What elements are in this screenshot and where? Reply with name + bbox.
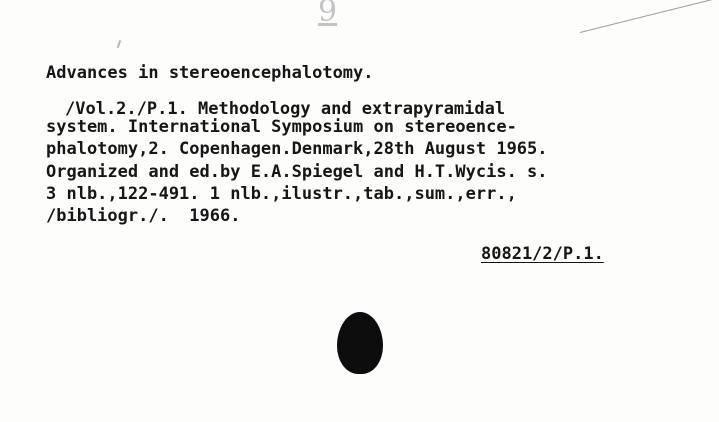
description-line-4: Organized and ed.by E.A.Spiegel and H.T.Wycis. s. <box>46 162 548 182</box>
call-number: 80821/2/P.1. <box>481 244 604 264</box>
description-line-5: 3 nlb.,122-491. 1 nlb.,ilustr.,tab.,sum.,err., <box>46 184 517 204</box>
description-line-1: /Vol.2./P.1. Methodology and extrapyramidal <box>65 99 506 119</box>
card-title: Advances in stereoencephalotomy. <box>46 63 374 83</box>
punch-hole <box>337 312 383 374</box>
description-line-2: system. International Symposium on stereoence- <box>46 117 517 137</box>
page-number-mark: 9 <box>318 0 338 29</box>
description-line-6: /bibliogr./. 1966. <box>46 206 241 226</box>
description-line-3: phalotomy,2. Copenhagen.Denmark,28th August 1965. <box>46 139 548 159</box>
pencil-stroke <box>580 0 716 33</box>
pencil-tick <box>117 40 122 48</box>
